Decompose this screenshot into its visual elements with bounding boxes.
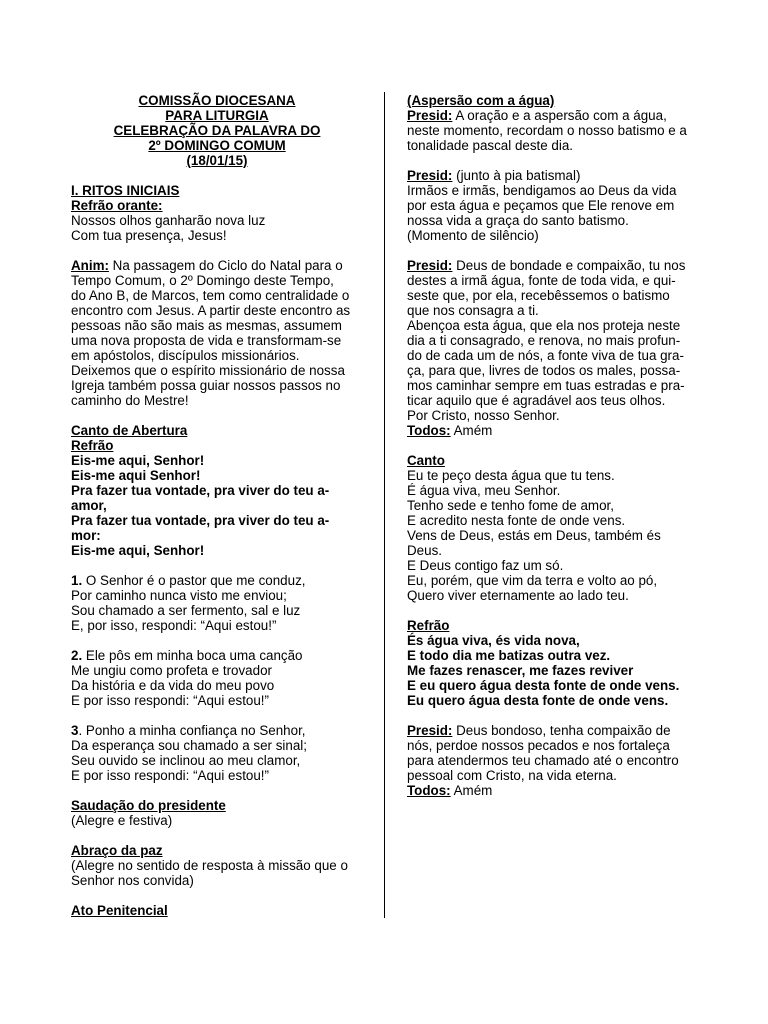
lyric-line: Eu quero água desta fonte de onde vens. (407, 693, 669, 708)
presid-label: Presid: (407, 168, 453, 183)
lyric-line: E por isso respondi: “Aqui estou!” (71, 768, 269, 783)
saudacao-note: (Alegre e festiva) (71, 813, 173, 828)
anim-line: encontro com Jesus. A partir deste encontro as (71, 303, 351, 318)
lyric-line: Eu, porém, que vim da terra e volto ao pó, (407, 573, 658, 588)
spacer (407, 708, 699, 723)
section-title: I. RITOS INICIAIS (71, 183, 180, 198)
refrao-orante-line: Nossos olhos ganharão nova luz (71, 213, 266, 228)
anim-line: em apóstolos, discípulos missionários. (71, 348, 300, 363)
header-line: COMISSÃO DIOCESANA (138, 93, 296, 108)
spacer (407, 438, 699, 453)
ato-penitencial-title: Ato Penitencial (71, 903, 168, 918)
presid-line: mos caminhar sempre em tuas estradas e pra- (407, 378, 685, 393)
presid-text: Deus bondoso, tenha compaixão de (452, 723, 671, 738)
lyric-line: Eis-me aqui, Senhor! (71, 543, 205, 558)
anim-line: Tempo Comum, o 2º Domingo deste Tempo, (71, 273, 334, 288)
lyric-line: E todo dia me batizas outra vez. (407, 648, 611, 663)
stanza-1 (71, 573, 363, 633)
lyric-line: Eis-me aqui, Senhor! (71, 453, 205, 468)
stanza-number: 2. (71, 648, 83, 663)
presid-line: dia a ti consagrado, e renova, no mais profun- (407, 333, 681, 348)
anim-line: do Ano B, de Marcos, tem como centralidade o (71, 288, 350, 303)
lyric-line: Quero viver eternamente ao lado teu. (407, 588, 629, 603)
stanza-2 (71, 648, 363, 708)
refrao-lyrics (71, 453, 363, 558)
column-divider (384, 92, 385, 918)
lyric-line: Da história e da vida do meu povo (71, 678, 275, 693)
presid-text: (junto à pia batismal) (452, 168, 581, 183)
presid-label: Presid: (407, 108, 453, 123)
lyric-line: Pra fazer tua vontade, pra viver do teu a- (71, 513, 330, 528)
presid-line: pessoal com Cristo, na vida eterna. (407, 768, 617, 783)
right-column (407, 93, 699, 798)
presid-line: nossa vida a graça do santo batismo. (407, 213, 629, 228)
lyric-line: Eu te peço desta água que tu tens. (407, 468, 615, 483)
lyric-line: Pra fazer tua vontade, pra viver do teu a- (71, 483, 330, 498)
spacer (71, 888, 363, 903)
anim-text: Na passagem do Ciclo do Natal para o (108, 258, 343, 273)
spacer (71, 243, 363, 258)
lyric-line: Eis-me aqui Senhor! (71, 468, 201, 483)
spacer (71, 708, 363, 723)
spacer (71, 168, 363, 183)
spacer (407, 153, 699, 168)
canto-title: Canto (407, 453, 445, 468)
spacer (71, 558, 363, 573)
spacer (71, 408, 363, 423)
presid-line: tonalidade pascal deste dia. (407, 138, 574, 153)
presid-line: (Momento de silêncio) (407, 228, 539, 243)
presid-paragraph-4 (407, 723, 699, 798)
presid-line: Por Cristo, nosso Senhor. (407, 408, 560, 423)
left-column (71, 93, 363, 918)
refrao-title: Refrão (407, 618, 450, 633)
presid-line: nós, perdoe nossos pecados e nos fortaleça (407, 738, 670, 753)
lyric-line: Me ungiu como profeta e trovador (71, 663, 272, 678)
lyric-line: Tenho sede e tenho fome de amor, (407, 498, 614, 513)
refrao-orante-title: Refrão orante: (71, 198, 163, 213)
presid-text: A oração e a aspersão com a água, (452, 108, 667, 123)
lyric-line: E acredito nesta fonte de onde vens. (407, 513, 626, 528)
presid-paragraph-3 (407, 258, 699, 438)
refrao-lyrics (407, 633, 699, 708)
lyric-line: . Ponho a minha confiança no Senhor, (78, 723, 306, 738)
anim-paragraph (71, 258, 363, 408)
todos-label: Todos: (407, 423, 451, 438)
lyric-line: E, por isso, respondi: “Aqui estou!” (71, 618, 277, 633)
spacer (71, 783, 363, 798)
canto-abertura-title: Canto de Abertura (71, 423, 188, 438)
lyric-line: Da esperança sou chamado a ser sinal; (71, 738, 307, 753)
anim-line: Deixemos que o espírito missionário de nossa (71, 363, 345, 378)
presid-label: Presid: (407, 723, 453, 738)
lyric-line: Vens de Deus, estás em Deus, também és (407, 528, 661, 543)
presid-label: Presid: (407, 258, 453, 273)
stanza-number: 3 (71, 723, 79, 738)
header-line: CELEBRAÇÃO DA PALAVRA DO (113, 123, 321, 138)
abraco-note: Senhor nos convida) (71, 873, 194, 888)
anim-line: uma nova proposta de vida e transformam-se (71, 333, 342, 348)
header-date: (18/01/15) (186, 153, 248, 168)
lyric-line: Seu ouvido se inclinou ao meu clamor, (71, 753, 301, 768)
todos-response: Amém (450, 423, 493, 438)
lyric-line: E por isso respondi: “Aqui estou!” (71, 693, 269, 708)
lyric-line: Por caminho nunca visto me enviou; (71, 588, 287, 603)
lyric-line: E Deus contigo faz um só. (407, 558, 564, 573)
spacer (71, 828, 363, 843)
presid-paragraph-2 (407, 168, 699, 243)
presid-line: que nos consagra a ti. (407, 303, 539, 318)
canto-lyrics (407, 468, 699, 603)
anim-line: caminho do Mestre! (71, 393, 189, 408)
todos-label: Todos: (407, 783, 451, 798)
spacer (407, 243, 699, 258)
lyric-line: O Senhor é o pastor que me conduz, (82, 573, 306, 588)
presid-paragraph-1 (407, 108, 699, 153)
presid-text: Deus de bondade e compaixão, tu nos (452, 258, 686, 273)
presid-line: ticar aquilo que é agradável aos teus olhos. (407, 393, 666, 408)
presid-line: Irmãos e irmãs, bendigamos ao Deus da vida (407, 183, 677, 198)
lyric-line: Ele pôs em minha boca uma canção (82, 648, 303, 663)
anim-line: pessoas não são mais as mesmas, assumem (71, 318, 342, 333)
stanza-number: 1. (71, 573, 83, 588)
presid-line: por esta água e peçamos que Ele renove em (407, 198, 675, 213)
document-header (71, 93, 363, 168)
refrao-label: Refrão (71, 438, 114, 453)
lyric-line: Deus. (407, 543, 442, 558)
presid-line: neste momento, recordam o nosso batismo e a (407, 123, 687, 138)
presid-line: do de cada um de nós, a fonte viva de tua gra- (407, 348, 684, 363)
aspersao-title: (Aspersão com a água) (407, 93, 555, 108)
header-line: PARA LITURGIA (165, 108, 269, 123)
spacer (71, 633, 363, 648)
lyric-line: És água viva, és vida nova, (407, 633, 580, 648)
anim-line: Igreja também possa guiar nossos passos no (71, 378, 341, 393)
presid-line: para atendermos teu chamado até o encontro (407, 753, 679, 768)
presid-line: Abençoa esta água, que ela nos proteja neste (407, 318, 681, 333)
presid-line: seste que, por ela, recebêssemos o batismo (407, 288, 670, 303)
anim-label: Anim: (71, 258, 109, 273)
stanza-3 (71, 723, 363, 783)
spacer (407, 603, 699, 618)
header-line: 2º DOMINGO COMUM (148, 138, 286, 153)
abraco-title: Abraço da paz (71, 843, 163, 858)
refrao-orante-line: Com tua presença, Jesus! (71, 228, 227, 243)
lyric-line: E eu quero água desta fonte de onde vens. (407, 678, 680, 693)
presid-line: destes a irmã água, fonte de toda vida, e qui- (407, 273, 676, 288)
lyric-line: mor: (71, 528, 101, 543)
todos-response: Amém (450, 783, 493, 798)
lyric-line: amor, (71, 498, 107, 513)
lyric-line: Sou chamado a ser fermento, sal e luz (71, 603, 301, 618)
saudacao-title: Saudação do presidente (71, 798, 226, 813)
abraco-note: (Alegre no sentido de resposta à missão que o (71, 858, 348, 873)
lyric-line: É água viva, meu Senhor. (407, 483, 561, 498)
lyric-line: Me fazes renascer, me fazes reviver (407, 663, 634, 678)
presid-line: ça, para que, livres de todos os males, possa- (407, 363, 681, 378)
